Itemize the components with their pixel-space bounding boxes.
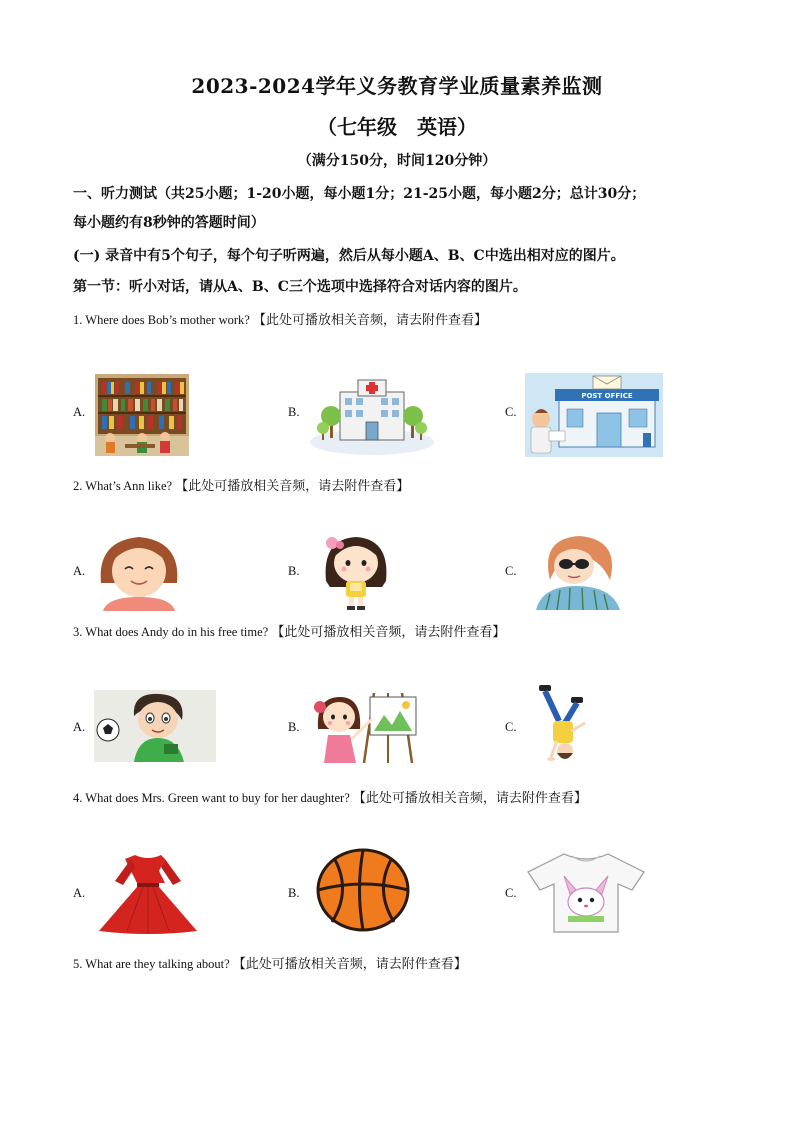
question-4 [73,787,587,806]
post-office-sign: POST OFFICE [581,392,633,400]
option-label-3c: C. [505,720,517,734]
option-label-2a: A. [73,564,86,578]
question-text: 2. What’s Ann like? [73,479,173,493]
section-heading-line2: 每小题约有8秒钟的答题时间） [73,215,265,231]
question-1 [73,309,487,328]
long-hair-girl-icon [312,533,400,611]
page-title: 2023-2024学年义务教育学业质量素养监测 [191,74,603,98]
option-label-2b: B. [288,564,300,578]
short-hair-girl-icon [95,531,183,611]
section-heading-line1: 一、听力测试（共25小题；1-20小题，每小题1分；21-25小题，每小题2分；总计30分； [73,186,646,202]
option-label-3a: A. [73,720,86,734]
option-label-1c: C. [505,405,517,419]
option-label-4b: B. [288,886,300,900]
page-subtitle: （七年级 英语） [317,115,477,139]
t-shirt-icon [524,850,648,934]
hospital-icon [308,372,436,456]
option-label-2c: C. [505,564,517,578]
option-label-4c: C. [505,886,517,900]
part1-instruction: (一) 录音中有5个句子，每个句子听两遍，然后从每小题A、B、C中选出相对应的图片。 [73,248,625,264]
audio-note[interactable]: 【此处可播放相关音频，请去附件查看】 [175,479,410,494]
soccer-boy-icon [94,690,216,762]
breakdance-boy-icon [537,683,595,769]
option-label-1a: A. [73,405,86,419]
option-label-1b: B. [288,405,300,419]
exam-info: （满分150分，时间120分钟） [297,153,497,169]
red-dress-icon [93,851,203,935]
basketball-icon [316,848,410,932]
question-3 [73,621,505,640]
question-text: 3. What does Andy do in his free time? [73,625,269,639]
sunglasses-girl-icon [530,530,626,610]
library-icon [95,374,189,456]
audio-note[interactable]: 【此处可播放相关音频，请去附件查看】 [252,313,487,328]
audio-note[interactable]: 【此处可播放相关音频，请去附件查看】 [352,791,587,806]
option-label-4a: A. [73,886,86,900]
post-office-icon [525,373,663,457]
audio-note[interactable]: 【此处可播放相关音频，请去附件查看】 [232,957,467,972]
question-2 [73,475,409,494]
option-label-3b: B. [288,720,300,734]
audio-note[interactable]: 【此处可播放相关音频，请去附件查看】 [271,625,506,640]
part1-sub-instruction: 第一节：听小对话，请从A、B、C三个选项中选择符合对话内容的图片。 [73,279,527,295]
question-text: 4. What does Mrs. Green want to buy for her daughter? [73,791,350,805]
question-text: 5. What are they talking about? [73,957,230,971]
question-text: 1. Where does Bob’s mother work? [73,313,250,327]
question-5 [73,953,467,972]
painting-girl-icon [312,689,420,765]
